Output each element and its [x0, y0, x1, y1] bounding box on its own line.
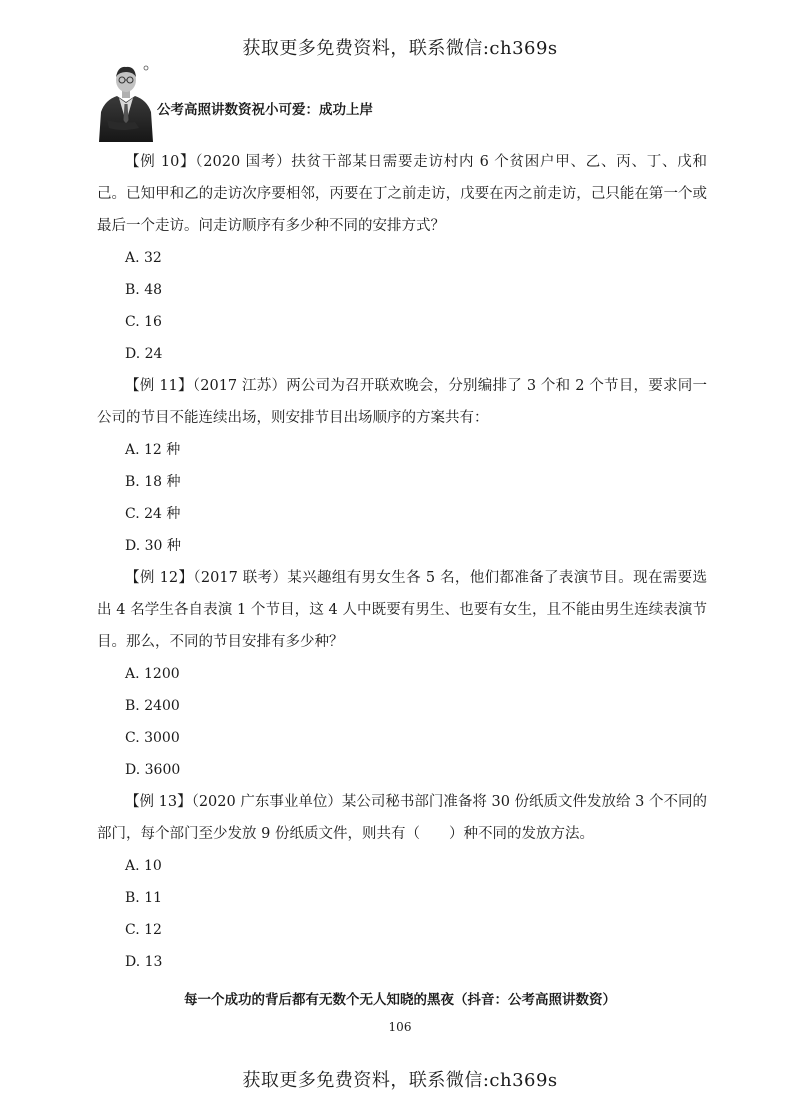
page-number: 106 [388, 1020, 412, 1034]
answer-option: C. 12 [125, 922, 162, 938]
question-text: 【例 12】（2017 联考）某兴趣组有男女生各 5 名，他们都准备了表演节目。现在需要选出 4 名学生各自表演 1 个节目，这 4 人中既要有男生、也要有女生，且不能由男生连续表演节目。那么，不同的节目安排有多少种？ [97, 570, 707, 650]
question-text: 【例 11】（2017 江苏）两公司为召开联欢晚会，分别编排了 3 个和 2 个节目，要求同一公司的节目不能连续出场，则安排节目出场顺序的方案共有： [97, 378, 707, 426]
header-title: 公考高照讲数资祝小可爱：成功上岸 [157, 102, 373, 118]
answer-option: A. 12 种 [125, 442, 181, 458]
top-banner: 获取更多免费资料，联系微信:ch369s [242, 38, 558, 59]
question-text: 【例 10】（2020 国考）扶贫干部某日需要走访村内 6 个贫困户甲、乙、丙、丁、戊和己。已知甲和乙的走访次序要相邻，丙要在丁之前走访，戊要在丙之前走访，己只能在第一个或最后一个走访。问走访顺序有多少种不同的安排方式？ [97, 154, 707, 234]
footer-slogan: 每一个成功的背后都有无数个无人知晓的黑夜（抖音：公考高照讲数资） [184, 992, 616, 1008]
answer-option: D. 13 [125, 954, 163, 970]
answer-option: A. 32 [125, 250, 162, 266]
answer-option: A. 10 [125, 858, 162, 874]
document-header [95, 62, 695, 142]
answer-option: B. 2400 [125, 698, 180, 714]
answer-option: C. 24 种 [125, 506, 181, 522]
presenter-photo-icon [95, 62, 157, 142]
answer-option: C. 16 [125, 314, 162, 330]
answer-option: B. 48 [125, 282, 163, 298]
answer-option: D. 3600 [125, 762, 181, 778]
question-block [97, 370, 707, 562]
answer-option: B. 11 [125, 890, 163, 906]
answer-option: D. 24 [125, 346, 163, 362]
answer-option: D. 30 种 [125, 538, 181, 554]
question-block [97, 786, 707, 978]
bottom-banner: 获取更多免费资料，联系微信:ch369s [242, 1070, 558, 1091]
answer-option: C. 3000 [125, 730, 180, 746]
question-block [97, 562, 707, 786]
answer-option: A. 1200 [125, 666, 180, 682]
question-list [97, 146, 707, 978]
answer-option: B. 18 种 [125, 474, 181, 490]
question-block [97, 146, 707, 370]
question-text: 【例 13】（2020 广东事业单位）某公司秘书部门准备将 30 份纸质文件发放给 3 个不同的部门，每个部门至少发放 9 份纸质文件，则共有（ ）种不同的发放方法。 [97, 794, 707, 842]
